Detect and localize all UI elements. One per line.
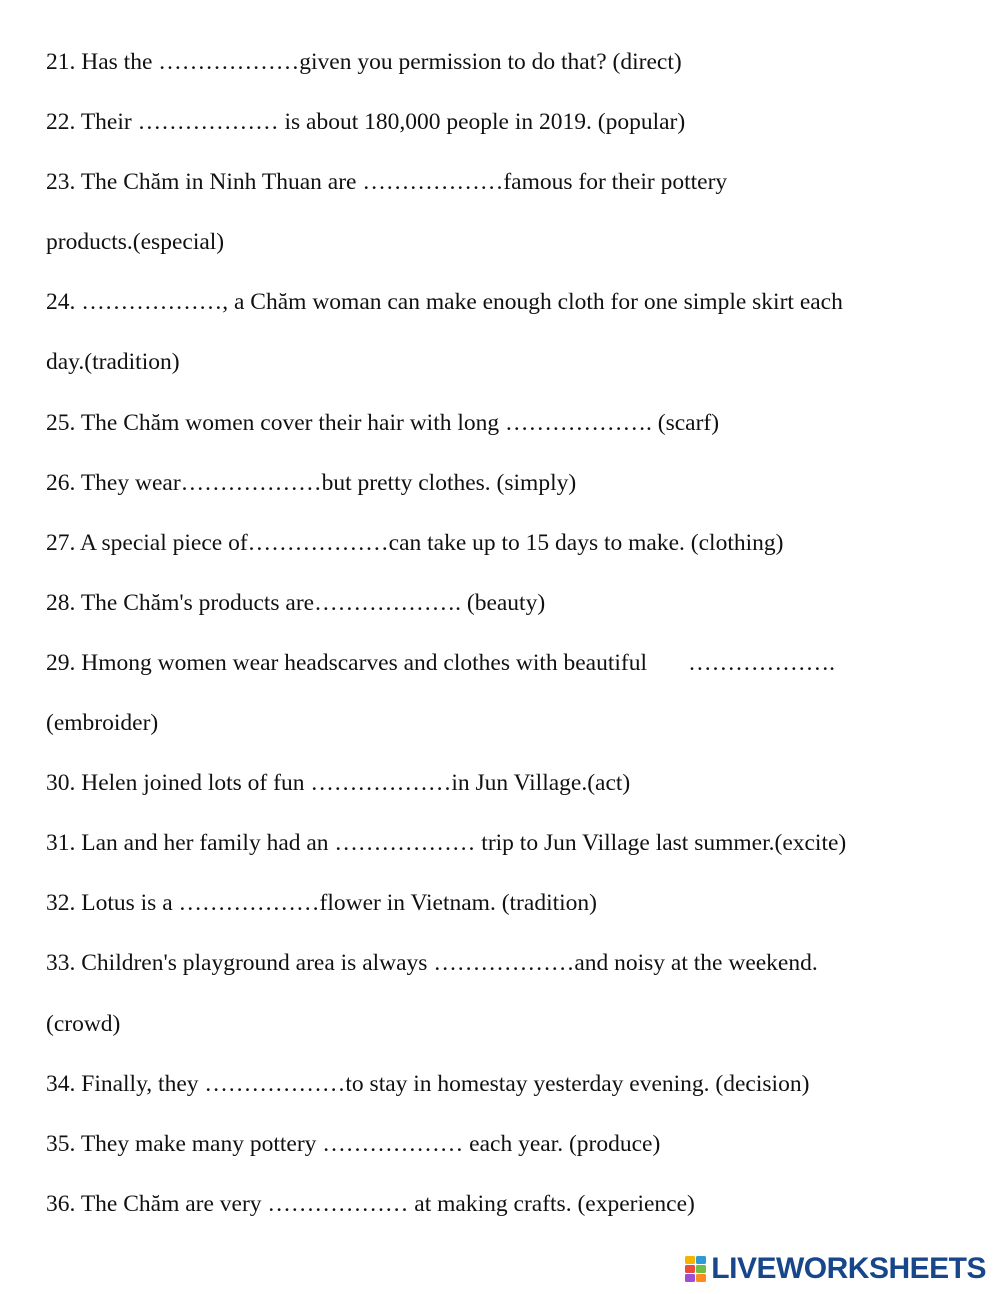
question-23: 23. The Chăm in Ninh Thuan are ………………famous for their pottery: [46, 169, 728, 196]
question-31: 31. Lan and her family had an ……………… trip to Jun Village last summer.(excite): [46, 830, 847, 857]
question-33-continued: (crowd): [46, 1010, 121, 1037]
logo-tile: [696, 1256, 706, 1264]
question-34: 34. Finally, they ………………to stay in homestay yesterday evening. (decision): [46, 1070, 810, 1097]
question-22: 22. Their ……………… is about 180,000 people in 2019. (popular): [46, 109, 686, 136]
question-24: 24. ………………, a Chăm woman can make enough cloth for one simple skirt each: [46, 289, 843, 316]
question-25: 25. The Chăm women cover their hair with long ………………. (scarf): [46, 409, 720, 436]
liveworksheets-logo[interactable]: [685, 1252, 986, 1286]
question-35: 35. They make many pottery ……………… each year. (produce): [46, 1130, 661, 1157]
logo-tile: [685, 1256, 695, 1264]
logo-tile: [685, 1274, 695, 1282]
liveworksheets-logo-text: LIVEWORKSHEETS: [711, 1252, 986, 1285]
logo-tile: [685, 1265, 695, 1273]
question-30: 30. Helen joined lots of fun ………………in Jun Village.(act): [46, 770, 631, 797]
liveworksheets-logo-icon: [685, 1256, 707, 1282]
logo-tile: [696, 1274, 706, 1282]
question-21: 21. Has the ………………given you permission to do that? (direct): [46, 49, 682, 75]
question-28: 28. The Chăm's products are………………. (beauty): [46, 589, 546, 616]
question-24-continued: day.(tradition): [46, 349, 180, 376]
question-29: 29. Hmong women wear headscarves and clothes with beautiful ……………….: [46, 649, 836, 676]
question-23-continued: products.(especial): [46, 229, 225, 256]
question-26: 26. They wear………………but pretty clothes. (simply): [46, 469, 577, 496]
question-29-continued: (embroider): [46, 710, 159, 737]
worksheet-body: [46, 44, 966, 1246]
question-33: 33. Children's playground area is always ………………and noisy at the weekend.: [46, 950, 818, 977]
question-32: 32. Lotus is a ………………flower in Vietnam. (tradition): [46, 890, 597, 917]
question-27: 27. A special piece of………………can take up to 15 days to make. (clothing): [46, 529, 784, 556]
logo-tile: [696, 1265, 706, 1273]
question-36: 36. The Chăm are very ……………… at making crafts. (experience): [46, 1190, 695, 1217]
